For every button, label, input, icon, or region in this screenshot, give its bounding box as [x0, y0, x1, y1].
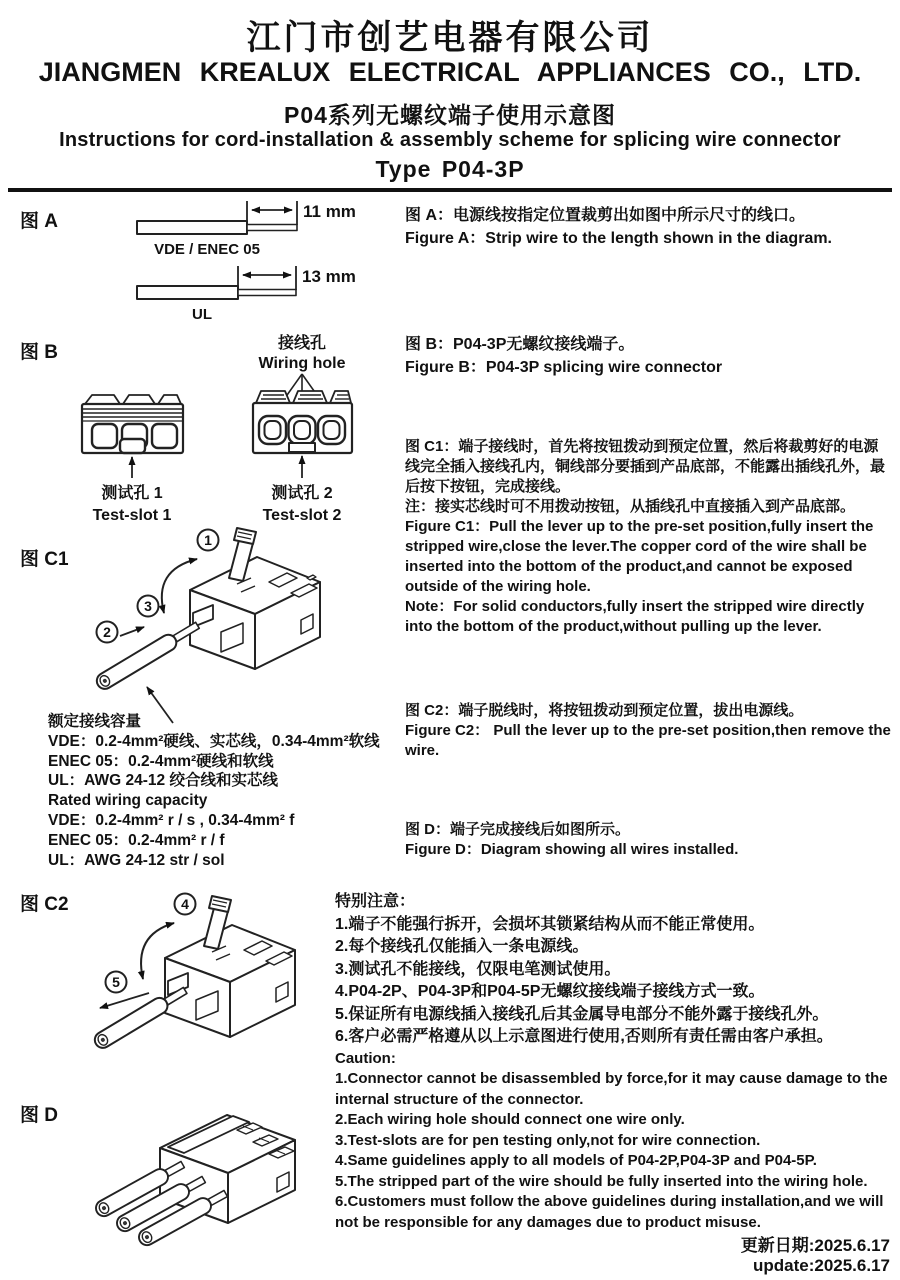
test-slot-2-opening	[289, 443, 315, 452]
figure-a-label: 图 A	[20, 211, 59, 232]
note-item-cn: 4.P04-2P、P04-3P和P04-5P无螺纹接线端子接线方式一致。	[335, 983, 765, 1000]
note-item-cn: 1.端子不能强行拆开，会损坏其锁紧结构从而不能正常使用。	[335, 915, 765, 933]
remove-arrow	[100, 993, 149, 1008]
series-title-cn: P04系列无螺纹端子使用示意图	[284, 102, 616, 128]
note-item-en: 3.Test-slots are for pen testing only,not for wire connection.	[335, 1131, 761, 1149]
step-3-badge	[138, 596, 159, 617]
figure-b-label: 图 B	[20, 342, 59, 363]
rated-capacity-line: VDE：0.2-4mm²硬线、实芯线，0.34-4mm²软线	[48, 732, 380, 750]
wire-label-vde: VDE / ENEC 05	[154, 241, 260, 258]
dim-vde: 11 mm	[303, 202, 356, 221]
figure-a-caption	[405, 204, 893, 250]
figure-c1-note-cn: 注：接实芯线时可不用拨动按钮，从插线孔中直接插入到产品底部。	[405, 498, 856, 515]
figure-d-label: 图 D	[20, 1105, 59, 1126]
figure-c1-caption	[405, 437, 893, 637]
figure-c2-caption-en: Figure C2： Pull the lever up to the pre-set position,then remove the wire.	[405, 722, 891, 759]
wire-label-ul: UL	[192, 306, 212, 323]
note-item-en: 2.Each wiring hole should connect one wire only.	[335, 1111, 685, 1128]
svg-text:1: 1	[204, 532, 212, 548]
test-slot-1-label-en: Test-slot 1	[92, 507, 172, 524]
update-date-cn: 更新日期:2025.6.17	[740, 1236, 890, 1255]
figure-c1-note-en: Note：For solid conductors,fully insert the stripped wire directly into the bottom of the product,without pulling up the lever.	[405, 598, 865, 635]
connector-front-view	[253, 333, 352, 524]
step-5-badge	[106, 972, 127, 993]
header-divider	[8, 188, 892, 192]
figure-b-diagram	[60, 328, 390, 526]
figure-c1-label: 图 C1	[20, 549, 69, 570]
figure-a-diagram	[130, 196, 400, 326]
figure-c1-caption-en: Figure C1：Pull the lever up to the pre-set position,fully insert the stripped wire,close the lever.The copper cord of the wire shall be inserted into the bottom of the product,and cannot be exposed outside of the wiring hole.	[405, 518, 874, 595]
rated-capacity-line: VDE：0.2-4mm² r / s , 0.34-4mm² f	[48, 811, 295, 829]
figure-b-caption-cn: 图 B：P04-3P无螺纹接线端子。	[405, 336, 635, 353]
figure-c1-diagram	[85, 526, 335, 726]
special-notes	[335, 891, 892, 1233]
figure-d-caption-cn: 图 D：端子完成接线后如图所示。	[405, 821, 631, 838]
figure-c2-caption	[405, 701, 893, 761]
figure-c1-caption-cn: 图 C1：端子接线时，首先将按钮拨动到预定位置，然后将裁剪好的电源线完全插入接线孔内，铜线部分要插到产品底部，不能露出插线孔外，最后按下按钮，完成接线。	[405, 438, 886, 495]
insert-arrow	[120, 627, 144, 636]
update-date-en: update:2025.6.17	[752, 1255, 890, 1275]
figure-d-caption	[405, 820, 893, 860]
wiring-hole-label-cn: 接线孔	[277, 335, 327, 352]
svg-text:4: 4	[181, 896, 189, 912]
connector-body	[165, 925, 295, 1037]
wire-vde-drawing	[137, 201, 356, 258]
note-item-cn: 5.保证所有电源线插入接线孔后其金属导电部分不能外露于接线孔外。	[335, 1005, 829, 1023]
wiring-hole-label-en: Wiring hole	[258, 355, 346, 372]
step-1-badge	[198, 530, 219, 551]
note-item-en: 4.Same guidelines apply to all models of P04-2P,P04-3P and P04-5P.	[335, 1152, 817, 1169]
notes-title-cn: 特别注意：	[335, 893, 416, 910]
test-slot-2-label-cn: 测试孔 2	[271, 485, 333, 502]
rated-capacity-block	[48, 712, 386, 870]
rated-capacity-line: UL：AWG 24-12 绞合线和实芯线	[48, 772, 278, 790]
test-slot-1-label-cn: 测试孔 1	[101, 485, 163, 502]
figure-a-caption-en: Figure A：Strip wire to the length shown in the diagram.	[405, 230, 832, 247]
figure-b-caption	[405, 333, 893, 379]
figure-d-caption-en: Figure D：Diagram showing all wires installed.	[405, 841, 739, 858]
svg-text:3: 3	[144, 598, 152, 614]
connector-body	[190, 557, 320, 669]
note-item-cn: 6.客户必需严格遵从以上示意图进行使用,否则所有责任需由客户承担。	[335, 1028, 833, 1045]
figure-a-caption-cn: 图 A：电源线按指定位置裁剪出如图中所示尺寸的线口。	[405, 207, 806, 224]
svg-text:5: 5	[112, 974, 120, 990]
figure-c2-label: 图 C2	[20, 894, 69, 915]
rated-capacity-title: 额定接线容量	[48, 713, 142, 730]
company-name-cn: 江门市创艺电器有限公司	[246, 19, 654, 57]
step-4-badge	[175, 894, 196, 915]
rated-capacity-line: UL：AWG 24-12 str / sol	[48, 851, 225, 869]
update-info	[670, 1236, 890, 1275]
rated-capacity-line: ENEC 05：0.2-4mm² r / f	[48, 831, 225, 849]
figure-b-caption-en: Figure B：P04-3P splicing wire connector	[405, 359, 723, 376]
wire-ul-drawing	[137, 266, 356, 323]
test-slot-1-opening	[120, 439, 145, 453]
note-item-cn: 3.测试孔不能接线，仅限电笔测试使用。	[335, 960, 621, 978]
step-2-badge	[97, 622, 118, 643]
note-item-en: 1.Connector cannot be disassembled by force,for it may cause damage to the internal structure of the connector.	[335, 1070, 888, 1108]
company-name-en: JIANGMEN KREALUX ELECTRICAL APPLIANCES CO., LTD.	[38, 57, 862, 87]
figure-c2-caption-cn: 图 C2：端子脱线时，将按钮拨动到预定位置，拔出电源线。	[405, 702, 804, 719]
type-label: Type P04-3P	[375, 156, 525, 182]
rated-capacity-line: Rated wiring capacity	[48, 792, 208, 810]
instructions-title-en: Instructions for cord-installation & assembly scheme for splicing wire connector	[59, 129, 841, 151]
figure-c2-diagram	[85, 883, 335, 1083]
dim-ul: 13 mm	[302, 267, 356, 286]
note-item-en: 6.Customers must follow the above guidelines during installation,and we will not be responsible for any damages due to product misuse.	[335, 1193, 884, 1231]
note-item-en: 5.The stripped part of the wire should be fully inserted into the wiring hole.	[335, 1172, 868, 1190]
connector-side-view	[82, 395, 183, 524]
note-item-cn: 2.每个接线孔仅能插入一条电源线。	[335, 938, 589, 955]
notes-title-en: Caution:	[335, 1049, 396, 1067]
rated-capacity-line: ENEC 05：0.2-4mm²硬线和软线	[48, 752, 274, 770]
test-slot-2-label-en: Test-slot 2	[262, 507, 342, 524]
svg-text:2: 2	[103, 624, 111, 640]
figure-d-diagram	[85, 1090, 335, 1270]
